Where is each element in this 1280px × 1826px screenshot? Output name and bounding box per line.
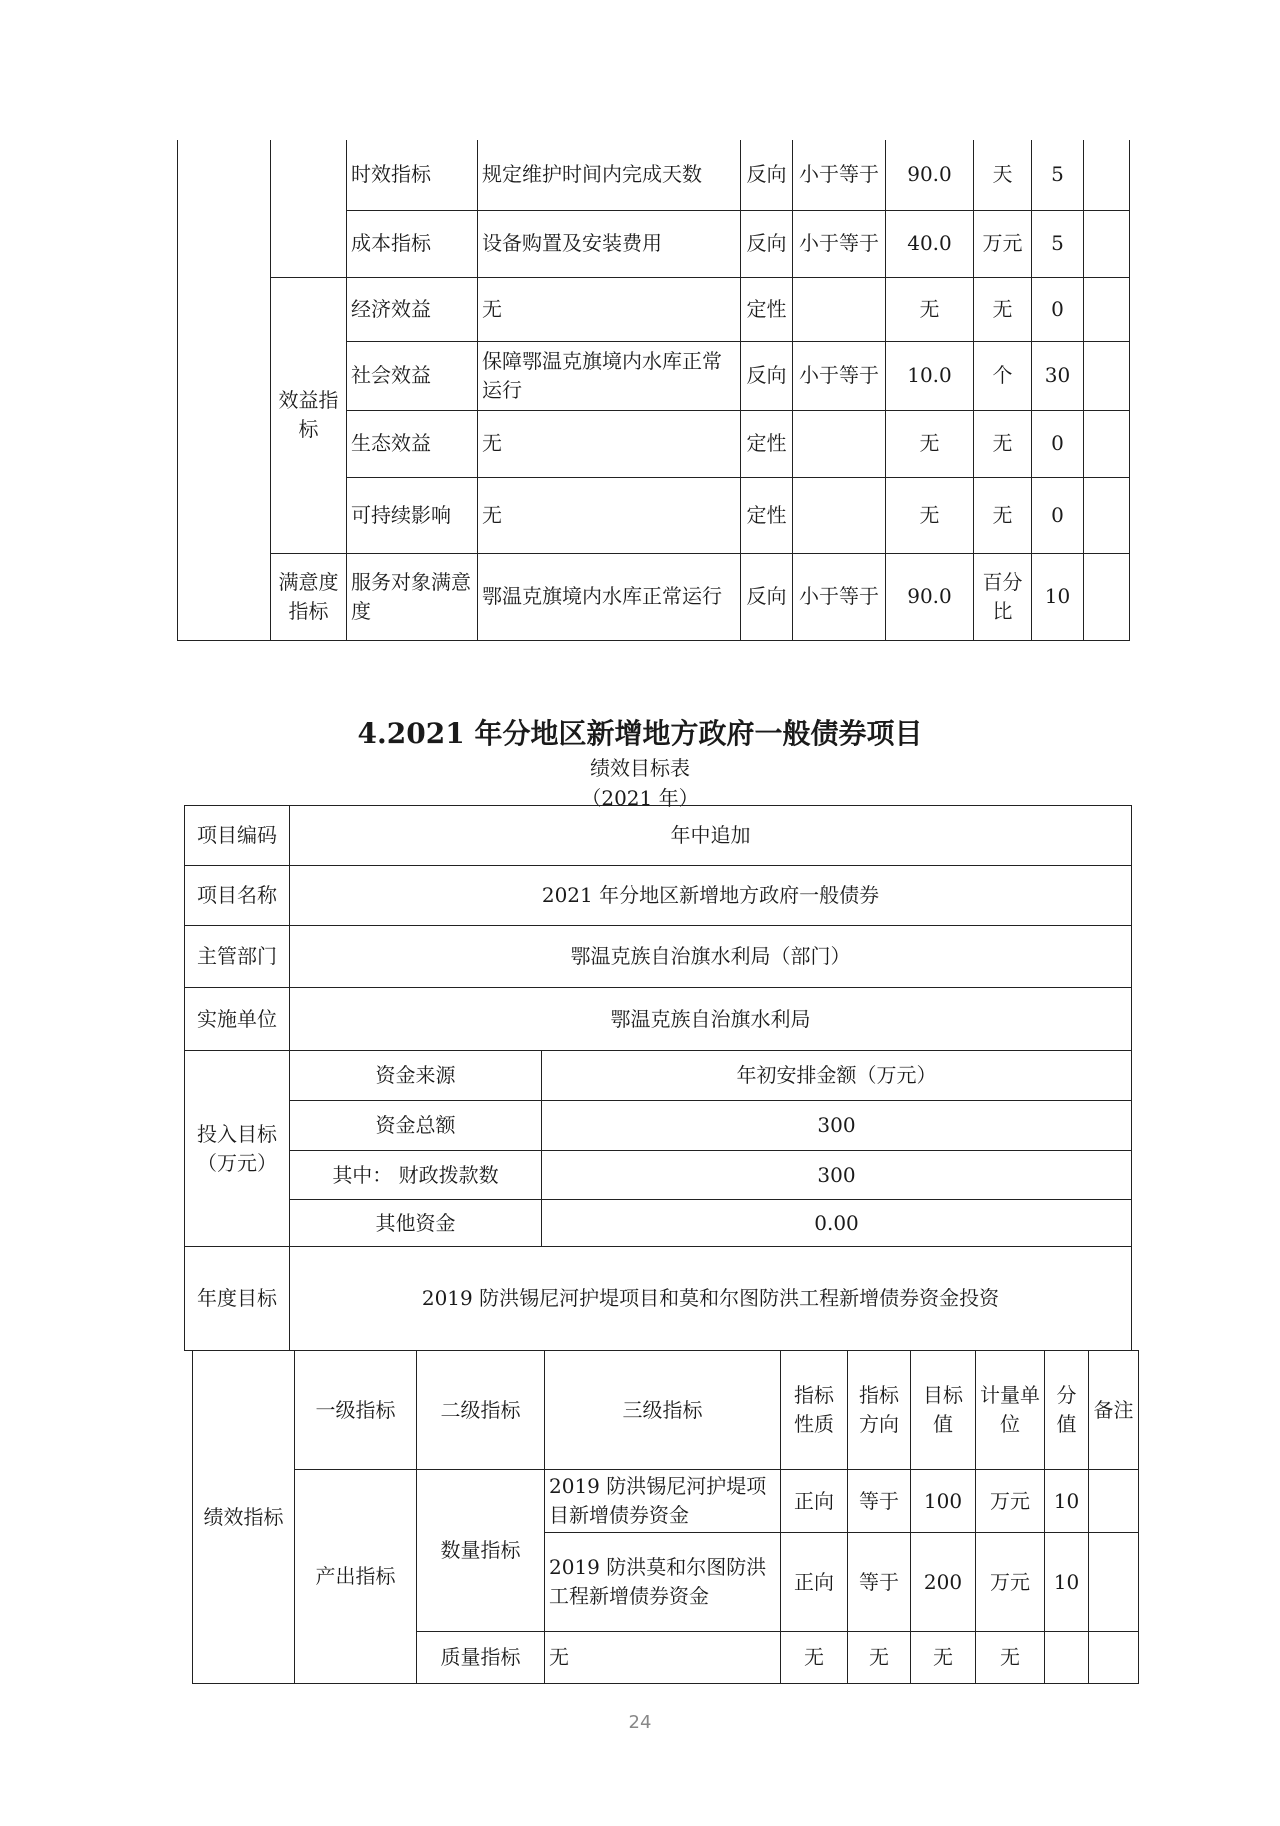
- cell-target: 无: [886, 410, 974, 477]
- cell-dir: 小于等于: [793, 553, 886, 640]
- cell-score: 0: [1032, 410, 1084, 477]
- level3-indicator: 无: [478, 410, 741, 477]
- level2-indicator: 数量指标: [417, 1470, 545, 1632]
- cell-unit: 无: [974, 477, 1032, 553]
- group-benefit-label: 效益指标: [271, 277, 347, 553]
- level3-indicator: 规定维护时间内完成天数: [478, 140, 741, 210]
- level3-indicator: 2019 防洪莫和尔图防洪工程新增债券资金: [545, 1533, 781, 1632]
- cell-note: [1084, 477, 1130, 553]
- cell-score: [1045, 1632, 1089, 1684]
- name-label: 项目名称: [185, 866, 290, 926]
- column-header: 分值: [1045, 1351, 1089, 1470]
- annual-label: 年度目标: [185, 1247, 290, 1351]
- cell-note: [1084, 553, 1130, 640]
- cell-target: 无: [886, 277, 974, 341]
- cell-score: 0: [1032, 477, 1084, 553]
- cell-nature: 无: [781, 1632, 848, 1684]
- total-value: 300: [542, 1101, 1132, 1151]
- page-number: 24: [628, 1712, 652, 1733]
- level3-indicator: 设备购置及安装费用: [478, 210, 741, 277]
- column-header: 计量单位: [976, 1351, 1045, 1470]
- cell-dir: 等于: [848, 1533, 911, 1632]
- code-label: 项目编码: [185, 806, 290, 866]
- level2-indicator: 服务对象满意度: [347, 553, 478, 640]
- cell-score: 10: [1032, 553, 1084, 640]
- level2-indicator: 可持续影响: [347, 477, 478, 553]
- level3-indicator: 鄂温克旗境内水库正常运行: [478, 553, 741, 640]
- continued-indicator-table: [177, 140, 1130, 641]
- cell-target: 无: [886, 477, 974, 553]
- table-row: [178, 553, 1130, 640]
- other-value: 0.00: [542, 1200, 1132, 1247]
- cell-nature: 定性: [741, 277, 793, 341]
- cell-unit: 天: [974, 140, 1032, 210]
- level2-indicator: 质量指标: [417, 1632, 545, 1684]
- column-header: 目标值: [911, 1351, 976, 1470]
- cell-note: [1084, 341, 1130, 410]
- cell-unit: 无: [974, 410, 1032, 477]
- cell-nature: 反向: [741, 553, 793, 640]
- cell-score: 30: [1032, 341, 1084, 410]
- level1-indicator: 产出指标: [295, 1470, 417, 1684]
- cell-score: 10: [1045, 1533, 1089, 1632]
- cell-unit: 无: [976, 1632, 1045, 1684]
- section-year: （2021 年）: [581, 786, 699, 810]
- table-row: [178, 277, 1130, 341]
- cell-dir: [793, 410, 886, 477]
- output-group-cell: [271, 140, 347, 277]
- cell-note: [1084, 140, 1130, 210]
- cell-nature: 定性: [741, 477, 793, 553]
- cell-note: [1084, 410, 1130, 477]
- cell-unit: 无: [974, 277, 1032, 341]
- fiscal-value: 300: [542, 1151, 1132, 1200]
- outer-group-cell: [178, 140, 271, 640]
- level2-indicator: 社会效益: [347, 341, 478, 410]
- cell-note: [1089, 1632, 1139, 1684]
- cell-score: 10: [1045, 1470, 1089, 1533]
- cell-target: 200: [911, 1533, 976, 1632]
- unit-label: 实施单位: [185, 988, 290, 1051]
- level3-indicator: 2019 防洪锡尼河护堤项目新增债券资金: [545, 1470, 781, 1533]
- fiscal-label: 其中： 财政拨款数: [290, 1151, 542, 1200]
- cell-score: 5: [1032, 140, 1084, 210]
- level3-indicator: 无: [545, 1632, 781, 1684]
- cell-target: 10.0: [886, 341, 974, 410]
- name-value: 2021 年分地区新增地方政府一般债券: [290, 866, 1132, 926]
- cell-target: 90.0: [886, 553, 974, 640]
- level2-indicator: 经济效益: [347, 277, 478, 341]
- cell-nature: 反向: [741, 140, 793, 210]
- perf-label: 绩效指标: [193, 1351, 295, 1684]
- cell-nature: 反向: [741, 341, 793, 410]
- level2-indicator: 成本指标: [347, 210, 478, 277]
- dept-label: 主管部门: [185, 926, 290, 988]
- cell-score: 5: [1032, 210, 1084, 277]
- cell-nature: 定性: [741, 410, 793, 477]
- level2-indicator: 时效指标: [347, 140, 478, 210]
- cell-unit: 万元: [974, 210, 1032, 277]
- level3-indicator: 无: [478, 477, 741, 553]
- project-info-table: [184, 805, 1132, 1351]
- cell-note: [1084, 277, 1130, 341]
- column-header: 二级指标: [417, 1351, 545, 1470]
- cell-note: [1084, 210, 1130, 277]
- cell-target: 无: [911, 1632, 976, 1684]
- code-value: 年中追加: [290, 806, 1132, 866]
- cell-dir: 等于: [848, 1470, 911, 1533]
- cell-dir: 小于等于: [793, 140, 886, 210]
- section-subtitle: 绩效目标表: [590, 756, 690, 780]
- table-row: [178, 140, 1130, 210]
- input-label: 投入目标（万元）: [185, 1051, 290, 1247]
- other-label: 其他资金: [290, 1200, 542, 1247]
- cell-score: 0: [1032, 277, 1084, 341]
- cell-dir: 无: [848, 1632, 911, 1684]
- source-label: 资金来源: [290, 1051, 542, 1101]
- column-header: 三级指标: [545, 1351, 781, 1470]
- section-title: 4.2021 年分地区新增地方政府一般债券项目: [357, 717, 923, 750]
- performance-indicator-table: [192, 1350, 1139, 1684]
- dept-value: 鄂温克族自治旗水利局（部门）: [290, 926, 1132, 988]
- column-header: 一级指标: [295, 1351, 417, 1470]
- cell-dir: 小于等于: [793, 341, 886, 410]
- table-row: [193, 1470, 1139, 1533]
- cell-unit: 百分比: [974, 553, 1032, 640]
- total-label: 资金总额: [290, 1101, 542, 1151]
- cell-nature: 正向: [781, 1470, 848, 1533]
- cell-nature: 反向: [741, 210, 793, 277]
- cell-unit: 万元: [976, 1533, 1045, 1632]
- cell-unit: 万元: [976, 1470, 1045, 1533]
- source-header: 年初安排金额（万元）: [542, 1051, 1132, 1101]
- group-satisfaction-label: 满意度指标: [271, 553, 347, 640]
- cell-nature: 正向: [781, 1533, 848, 1632]
- cell-note: [1089, 1533, 1139, 1632]
- cell-unit: 个: [974, 341, 1032, 410]
- cell-target: 90.0: [886, 140, 974, 210]
- level3-indicator: 无: [478, 277, 741, 341]
- cell-dir: [793, 277, 886, 341]
- level3-indicator: 保障鄂温克旗境内水库正常运行: [478, 341, 741, 410]
- cell-dir: 小于等于: [793, 210, 886, 277]
- column-header: 备注: [1089, 1351, 1139, 1470]
- cell-target: 40.0: [886, 210, 974, 277]
- cell-dir: [793, 477, 886, 553]
- column-header: 指标方向: [848, 1351, 911, 1470]
- cell-note: [1089, 1470, 1139, 1533]
- unit-value: 鄂温克族自治旗水利局: [290, 988, 1132, 1051]
- annual-value: 2019 防洪锡尼河护堤项目和莫和尔图防洪工程新增债券资金投资: [290, 1247, 1132, 1351]
- cell-target: 100: [911, 1470, 976, 1533]
- column-header: 指标性质: [781, 1351, 848, 1470]
- level2-indicator: 生态效益: [347, 410, 478, 477]
